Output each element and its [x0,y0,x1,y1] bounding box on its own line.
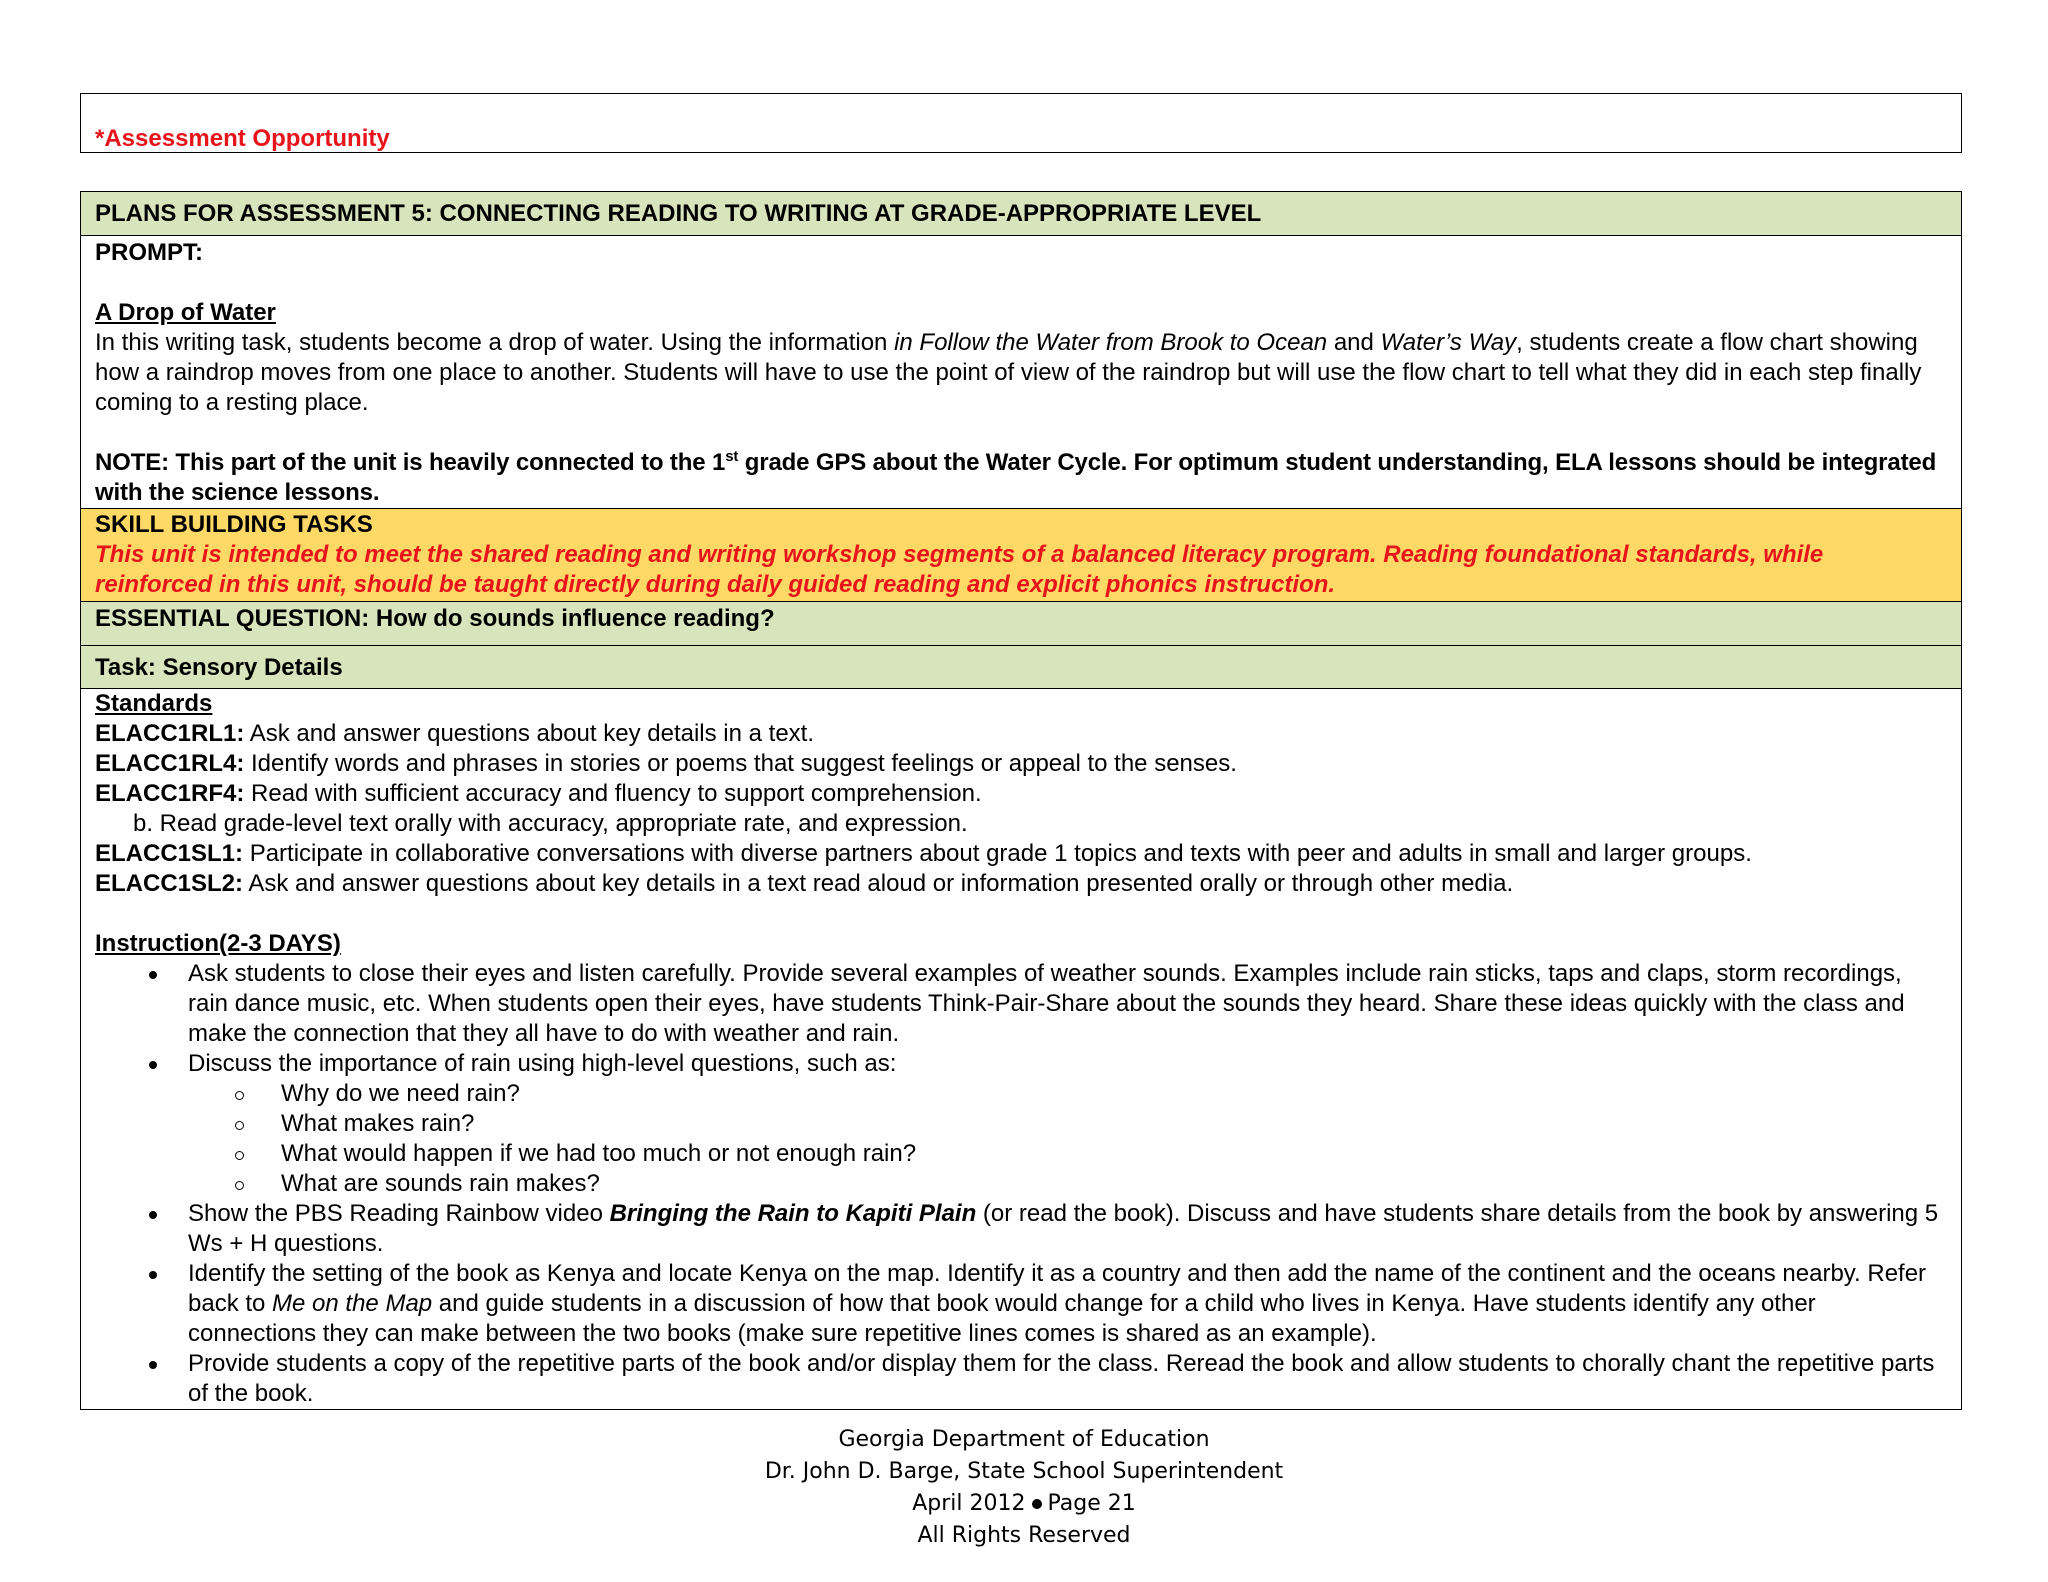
bullet-icon [149,1061,157,1069]
standard-item: ELACC1RF4: Read with sufficient accuracy and fluency to support comprehension. [95,780,982,807]
standard-item: ELACC1SL2: Ask and answer questions about key details in a text read aloud or information presented orally or through other media. [95,870,1514,897]
instruction-list [95,959,1947,1409]
instruction-heading: Instruction(2-3 DAYS) [95,930,341,957]
skill-building-header: SKILL BUILDING TASKS [95,511,373,538]
sub-list-item: What would happen if we had too much or not enough rain? [188,1139,1947,1169]
prompt-label: PROMPT: [95,239,203,266]
footer-department: Georgia Department of Education [838,1427,1210,1452]
essential-question: ESSENTIAL QUESTION: How do sounds influence reading? [95,605,775,632]
standards-heading: Standards [95,690,213,717]
sub-list-item: What makes rain? [188,1109,1947,1139]
bullet-icon [149,971,157,979]
bullet-icon [149,1211,157,1219]
circle-bullet-icon [235,1121,244,1130]
prompt-section [81,236,1961,509]
essential-question-row [81,602,1961,646]
bullet-icon [149,1271,157,1279]
list-item: Discuss the importance of rain using high-level questions, such as: Why do we need rain? What makes rain? What would happen if we had too much or not enough rain? What are sounds rain makes? [95,1049,1947,1199]
plans-header-row [81,192,1961,236]
circle-bullet-icon [235,1181,244,1190]
standard-item: ELACC1RL4: Identify words and phrases in stories or poems that suggest feelings or appeal to the senses. [95,750,1237,777]
question-list [188,1079,1947,1199]
footer-superintendent: Dr. John D. Barge, State School Superintendent [764,1459,1284,1484]
prompt-title: A Drop of Water [95,299,276,326]
task-title: Task: Sensory Details [95,654,343,681]
sub-list-item: Why do we need rain? [188,1079,1947,1109]
page-footer [0,1424,2048,1552]
plans-header: PLANS FOR ASSESSMENT 5: CONNECTING READING TO WRITING AT GRADE-APPROPRIATE LEVEL [95,200,1262,227]
prompt-note: NOTE: This part of the unit is heavily connected to the 1st grade GPS about the Water Cycle. For optimum student understanding, ELA lessons should be integrated with the science lessons. [95,448,1937,506]
list-item: Show the PBS Reading Rainbow video Bringing the Rain to Kapiti Plain (or read the book). Discuss and have students share details from the book by answering 5 Ws + H questions. [95,1199,1947,1259]
standards-instruction-section [81,689,1961,1409]
skill-building-row [81,509,1961,602]
list-item: Ask students to close their eyes and listen carefully. Provide several examples of weather sounds. Examples include rain sticks, taps and claps, storm recordings, rain dance music, etc. When students open their eyes, have students Think-Pair-Share about the sounds they heard. Share these ideas quickly with the class and make the connection that they all have to do with weather and rain. [95,959,1947,1049]
standard-item: ELACC1RL1: Ask and answer questions about key details in a text. [95,720,815,747]
separator-dot-icon [1032,1499,1042,1509]
list-item: Provide students a copy of the repetitive parts of the book and/or display them for the class. Reread the book and allow students to chorally chant the repetitive parts of the book. [95,1349,1947,1409]
footer-rights: All Rights Reserved [917,1523,1131,1548]
sub-list-item: What are sounds rain makes? [188,1169,1947,1199]
assessment-opportunity-label: *Assessment Opportunity [95,125,390,152]
task-row [81,646,1961,689]
assessment-plan-table [80,191,1962,1410]
list-item: Identify the setting of the book as Kenya and locate Kenya on the map. Identify it as a country and then add the name of the continent and the oceans nearby. Refer back to Me on the Map and guide students in a discussion of how that book would change for a child who lives in Kenya. Have students identify any other connections they can make between the two books (make sure repetitive lines comes is shared as an example). [95,1259,1947,1349]
bullet-icon [149,1361,157,1369]
standard-subitem: b. Read grade-level text orally with accuracy, appropriate rate, and expression. [133,810,968,837]
skill-building-note: This unit is intended to meet the shared reading and writing workshop segments of a balanced literacy program. Reading foundational standards, while reinforced in this unit, should be taught directly during daily guided reading and explicit phonics instruction. [95,541,1824,598]
assessment-opportunity-box [80,93,1962,153]
standards-list [95,719,1947,899]
standard-item: ELACC1SL1: Participate in collaborative conversations with diverse partners about grade 1 topics and texts with peer and adults in small and larger groups. [95,840,1752,867]
circle-bullet-icon [235,1151,244,1160]
footer-date-page: April 2012 Page 21 [912,1491,1136,1516]
circle-bullet-icon [235,1091,244,1100]
prompt-paragraph: In this writing task, students become a drop of water. Using the information in Follow the Water from Brook to Ocean and Water’s Way, students create a flow chart showing how a raindrop moves from one place to another. Students will have to use the point of view of the raindrop but will use the flow chart to tell what they did in each step finally coming to a resting place. [95,329,1922,416]
